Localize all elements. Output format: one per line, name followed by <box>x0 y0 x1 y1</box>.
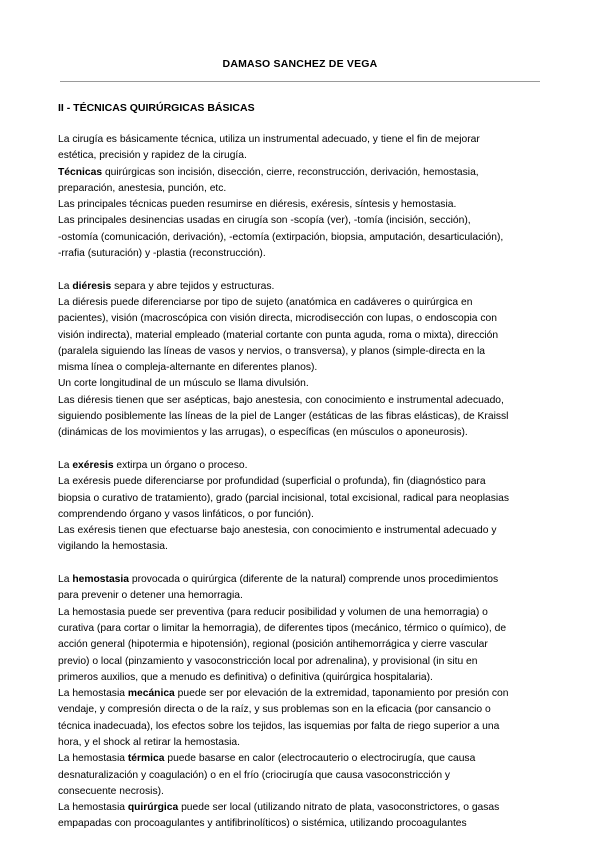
text-run: (dinámicas de los movimientos y las arrugas), o específicas (en músculos o aponeurosis). <box>58 427 468 439</box>
text-run: La <box>58 459 73 471</box>
bold-term: hemostasia <box>72 574 129 586</box>
text-line <box>58 409 546 425</box>
text-line <box>58 491 546 507</box>
bold-term: mecánica <box>127 688 175 700</box>
text-run: La hemostasia puede ser preventiva (para reducir posibilidad y volumen de una hemorragia) o <box>58 606 488 618</box>
text-line <box>58 197 546 213</box>
page-header-author: DAMASO SANCHEZ DE VEGA <box>222 58 378 70</box>
paragraph <box>58 458 546 556</box>
text-run: desnaturalización y coagulación) o en el frío (criocirugía que causa vasoconstricción y <box>58 769 451 781</box>
text-run: estética, precisión y rapidez de la cirugía. <box>58 150 247 162</box>
text-run: previo) o local (pinzamiento y vasoconstricción local por adrenalina), y provisional (in situ en <box>58 655 478 667</box>
header-divider <box>60 81 540 82</box>
paragraph <box>58 132 546 262</box>
text-line <box>58 165 546 181</box>
text-line <box>58 279 546 295</box>
text-line <box>58 784 546 800</box>
text-run: siguiendo posiblemente las líneas de la piel de Langer (estáticas de las fibras elásticas), de Kraissl <box>58 411 509 423</box>
text-run: La <box>58 280 73 292</box>
text-run: vigilando la hemostasia. <box>58 541 168 553</box>
text-run: -ostomía (comunicación, derivación), -ectomía (extirpación, biopsia, amputación, desarticulación), <box>58 231 504 243</box>
text-run: quirúrgicas son incisión, disección, cierre, reconstrucción, derivación, hemostasia, <box>102 166 479 178</box>
text-run: provocada o quirúrgica (diferente de la natural) comprende unos procedimientos <box>129 574 499 586</box>
text-run: curativa (para cortar o limitar la hemorragia), de diferentes tipos (mecánico, térmico o químico), de <box>58 622 507 634</box>
text-run: comprendendo órgano y vasos linfáticos, o por función). <box>58 508 314 520</box>
text-run: separa y abre tejidos y estructuras. <box>111 280 275 292</box>
text-line <box>58 344 546 360</box>
text-run: La hemostasia <box>58 688 128 700</box>
text-line <box>58 181 546 197</box>
text-run: Las exéresis tienen que efectuarse bajo anestesia, con conocimiento e instrumental adecuado y <box>58 525 497 537</box>
section-title: II - TÉCNICAS QUIRÚRGICAS BÁSICAS <box>58 102 255 114</box>
text-run: puede basarse en calor (electrocauterio o electrocirugía, que causa <box>164 753 476 765</box>
text-line <box>58 637 546 653</box>
text-run: hora, y el shock al retirar la hemostasia. <box>58 736 240 748</box>
paragraph <box>58 279 546 442</box>
text-run: La cirugía es básicamente técnica, utiliza un instrumental adecuado, y tiene el fin de mejorar <box>58 134 480 145</box>
text-line <box>58 458 546 474</box>
paragraph <box>58 572 546 833</box>
text-line <box>58 539 546 555</box>
text-line <box>58 621 546 637</box>
text-run: preparación, anestesia, punción, etc. <box>58 182 227 194</box>
text-run: La diéresis puede diferenciarse por tipo de sujeto (anatómica en cadáveres o quirúrgica en <box>58 296 473 308</box>
text-run: primeros auxilios, que a menudo es definitiva) o definitiva (quirúrgica hospitalaria). <box>58 671 433 683</box>
text-line <box>58 230 546 246</box>
bold-term: exéresis <box>72 459 114 471</box>
text-line <box>58 132 546 148</box>
text-line <box>58 311 546 327</box>
text-line <box>58 295 546 311</box>
text-line <box>58 719 546 735</box>
text-line <box>58 686 546 702</box>
text-line <box>58 474 546 490</box>
text-run: La hemostasia <box>58 753 128 765</box>
text-run: empapadas con procoagulantes y antifibrinolíticos) o sistémica, utilizando procoagulantes <box>58 818 467 830</box>
text-line <box>58 751 546 767</box>
body-text <box>58 132 546 849</box>
text-line <box>58 523 546 539</box>
text-run: Las principales técnicas pueden resumirse en diéresis, exéresis, síntesis y hemostasia. <box>58 199 457 211</box>
text-line <box>58 376 546 392</box>
text-run: extirpa un órgano o proceso. <box>113 459 248 471</box>
bold-term: Técnicas <box>58 166 103 178</box>
text-run: Las principales desinencias usadas en cirugía son -scopía (ver), -tomía (incisión, sección), <box>58 215 471 227</box>
text-line <box>58 393 546 409</box>
text-run: Las diéresis tienen que ser asépticas, bajo anestesia, con conocimiento e instrumental adecuado, <box>58 394 504 406</box>
text-run: (paralela siguiendo las líneas de vasos y nervios, o transversa), y planos (simple-directa en la <box>58 345 485 357</box>
text-run: visión indirecta), material empleado (material cortante con punta aguda, roma o mixta), dirección <box>58 329 499 341</box>
text-run: vendaje, y compresión directa o de la raíz, y sus problemas son en la eficacia (por cansancio o <box>58 704 491 716</box>
text-run: para prevenir o detener una hemorragia. <box>58 590 243 602</box>
text-run: La exéresis puede diferenciarse por profundidad (superficial o profunda), fin (diagnóstico para <box>58 476 486 488</box>
text-line <box>58 735 546 751</box>
text-line <box>58 425 546 441</box>
text-line <box>58 360 546 376</box>
text-line <box>58 605 546 621</box>
text-run: acción general (hipotermia e hipotensión), regional (posición antihemorrágica y cierre vascular <box>58 639 488 651</box>
text-run: biopsia o curativo de tratamiento), grado (parcial incisional, total excisional, radical para neoplasias <box>58 492 510 504</box>
bold-term: diéresis <box>72 280 112 292</box>
text-run: puede ser local (utilizando nitrato de plata, vasoconstrictores, o gasas <box>178 802 500 814</box>
text-line <box>58 507 546 523</box>
text-line <box>58 213 546 229</box>
text-line <box>58 816 546 832</box>
text-line <box>58 670 546 686</box>
text-line <box>58 328 546 344</box>
text-run: misma línea o compleja-alternante en diferentes planos). <box>58 362 318 374</box>
text-run: consecuente necrosis). <box>58 785 164 797</box>
text-run: puede ser por elevación de la extremidad, taponamiento por presión con <box>174 688 509 700</box>
text-run: pacientes), visión (macroscópica con visión directa, microdisección con lupas, o endoscopia con <box>58 313 497 325</box>
text-run: Un corte longitudinal de un músculo se llama divulsión. <box>58 378 309 390</box>
text-run: La hemostasia <box>58 802 128 814</box>
text-run: técnica inadecuada), los efectos sobre los tejidos, las isquemias por falta de riego superior a una <box>58 720 500 732</box>
text-line <box>58 654 546 670</box>
text-line <box>58 148 546 164</box>
text-line <box>58 800 546 816</box>
text-line <box>58 246 546 262</box>
text-line <box>58 572 546 588</box>
text-run: -rrafia (suturación) y -plastia (reconstrucción). <box>58 248 266 260</box>
text-line <box>58 588 546 604</box>
bold-term: térmica <box>127 753 165 765</box>
text-line <box>58 768 546 784</box>
text-run: La <box>58 574 73 586</box>
bold-term: quirúrgica <box>127 802 179 814</box>
text-line <box>58 702 546 718</box>
